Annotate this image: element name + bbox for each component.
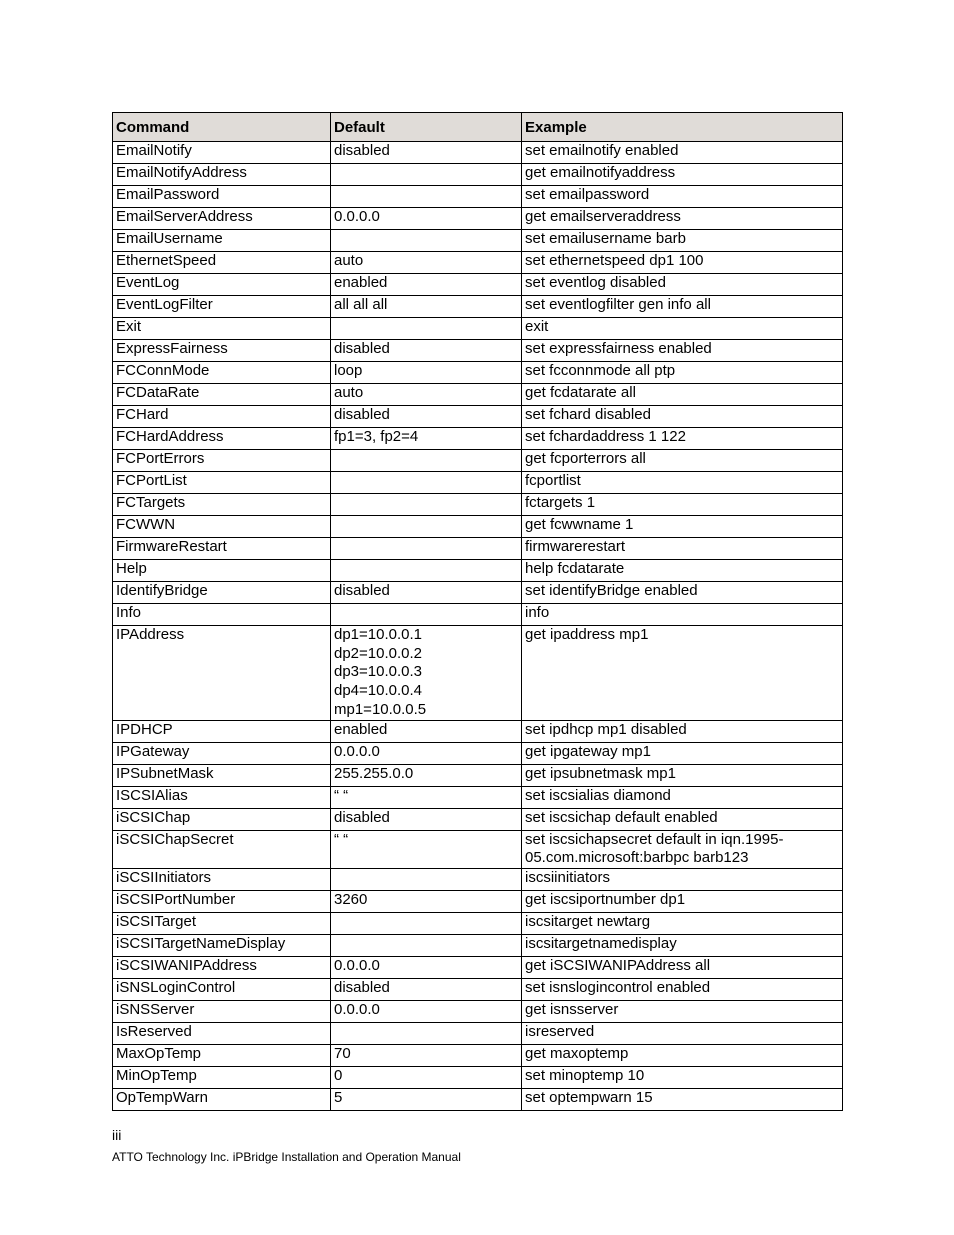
- table-row: [113, 252, 843, 274]
- command-cell: IPDHCP: [113, 720, 331, 742]
- table-row: [113, 868, 843, 890]
- table-row: [113, 912, 843, 934]
- command-cell: EmailPassword: [113, 186, 331, 208]
- header-default: Default: [331, 113, 522, 142]
- example-cell: get emailnotifyaddress: [522, 164, 843, 186]
- example-cell: set iscsichap default enabled: [522, 808, 843, 830]
- example-cell: get fcporterrors all: [522, 450, 843, 472]
- table-row: [113, 1066, 843, 1088]
- default-cell: [331, 318, 522, 340]
- example-cell: get fcwwname 1: [522, 516, 843, 538]
- table-row: [113, 450, 843, 472]
- command-cell: MinOpTemp: [113, 1066, 331, 1088]
- header-example: Example: [522, 113, 843, 142]
- example-cell: set expressfairness enabled: [522, 340, 843, 362]
- example-cell: get ipgateway mp1: [522, 742, 843, 764]
- table-row: [113, 582, 843, 604]
- table-row: [113, 538, 843, 560]
- default-cell: [331, 604, 522, 626]
- example-cell: set eventlogfilter gen info all: [522, 296, 843, 318]
- default-cell: auto: [331, 384, 522, 406]
- table-row: [113, 516, 843, 538]
- default-cell: [331, 494, 522, 516]
- table-row: [113, 890, 843, 912]
- table-row: [113, 296, 843, 318]
- command-cell: FCTargets: [113, 494, 331, 516]
- command-cell: FCConnMode: [113, 362, 331, 384]
- table-row: [113, 1088, 843, 1110]
- default-cell: “ “: [331, 830, 522, 868]
- example-cell: get iSCSIWANIPAddress all: [522, 956, 843, 978]
- example-cell: help fcdatarate: [522, 560, 843, 582]
- example-cell: set isnslogincontrol enabled: [522, 978, 843, 1000]
- command-table: [112, 112, 843, 1111]
- default-cell: 0.0.0.0: [331, 742, 522, 764]
- table-row: [113, 428, 843, 450]
- footer-text: ATTO Technology Inc. iPBridge Installation and Operation Manual: [112, 1150, 461, 1164]
- command-cell: IsReserved: [113, 1022, 331, 1044]
- command-cell: FirmwareRestart: [113, 538, 331, 560]
- command-cell: iSNSLoginControl: [113, 978, 331, 1000]
- default-cell: 255.255.0.0: [331, 764, 522, 786]
- example-cell: get emailserveraddress: [522, 208, 843, 230]
- default-cell: fp1=3, fp2=4: [331, 428, 522, 450]
- default-cell: 0.0.0.0: [331, 956, 522, 978]
- table-row: [113, 978, 843, 1000]
- example-cell: set emailnotify enabled: [522, 142, 843, 164]
- table-row: [113, 934, 843, 956]
- default-cell: 0: [331, 1066, 522, 1088]
- example-cell: exit: [522, 318, 843, 340]
- example-cell: set ethernetspeed dp1 100: [522, 252, 843, 274]
- example-cell: set emailpassword: [522, 186, 843, 208]
- command-cell: iSCSITarget: [113, 912, 331, 934]
- default-cell: 70: [331, 1044, 522, 1066]
- command-cell: EmailUsername: [113, 230, 331, 252]
- command-cell: iSCSIInitiators: [113, 868, 331, 890]
- command-cell: ExpressFairness: [113, 340, 331, 362]
- default-cell: 0.0.0.0: [331, 208, 522, 230]
- default-cell: 3260: [331, 890, 522, 912]
- command-cell: Exit: [113, 318, 331, 340]
- table-row: [113, 1022, 843, 1044]
- table-row: [113, 362, 843, 384]
- example-cell: get ipsubnetmask mp1: [522, 764, 843, 786]
- table-row: [113, 1044, 843, 1066]
- command-cell: iSCSIChapSecret: [113, 830, 331, 868]
- example-cell: set fchard disabled: [522, 406, 843, 428]
- example-cell: firmwarerestart: [522, 538, 843, 560]
- table-body: [113, 142, 843, 1111]
- default-cell: [331, 868, 522, 890]
- table-row: [113, 340, 843, 362]
- example-cell: set identifyBridge enabled: [522, 582, 843, 604]
- table-row: [113, 786, 843, 808]
- header-command: Command: [113, 113, 331, 142]
- command-cell: IdentifyBridge: [113, 582, 331, 604]
- default-cell: [331, 912, 522, 934]
- command-cell: iSCSIWANIPAddress: [113, 956, 331, 978]
- default-cell: [331, 230, 522, 252]
- command-cell: Info: [113, 604, 331, 626]
- default-cell: disabled: [331, 808, 522, 830]
- default-cell: [331, 164, 522, 186]
- table-row: [113, 604, 843, 626]
- example-cell: set iscsialias diamond: [522, 786, 843, 808]
- default-cell: disabled: [331, 142, 522, 164]
- command-cell: EmailNotifyAddress: [113, 164, 331, 186]
- example-cell: set optempwarn 15: [522, 1088, 843, 1110]
- command-cell: EmailServerAddress: [113, 208, 331, 230]
- table-row: [113, 186, 843, 208]
- default-cell: [331, 1022, 522, 1044]
- table-row: [113, 164, 843, 186]
- table-row: [113, 956, 843, 978]
- example-cell: set minoptemp 10: [522, 1066, 843, 1088]
- example-cell: iscsiinitiators: [522, 868, 843, 890]
- default-cell: auto: [331, 252, 522, 274]
- table-row: [113, 274, 843, 296]
- example-cell: set eventlog disabled: [522, 274, 843, 296]
- command-cell: EventLogFilter: [113, 296, 331, 318]
- default-cell: dp1=10.0.0.1 dp2=10.0.0.2 dp3=10.0.0.3 dp4=10.0.0.4 mp1=10.0.0.5: [331, 626, 522, 721]
- table-row: [113, 808, 843, 830]
- command-cell: FCDataRate: [113, 384, 331, 406]
- command-cell: iSCSIPortNumber: [113, 890, 331, 912]
- default-cell: disabled: [331, 978, 522, 1000]
- table-row: [113, 208, 843, 230]
- table-row: [113, 142, 843, 164]
- default-cell: [331, 516, 522, 538]
- command-cell: IPAddress: [113, 626, 331, 721]
- example-cell: iscsitarget newtarg: [522, 912, 843, 934]
- table-row: [113, 384, 843, 406]
- example-cell: get maxoptemp: [522, 1044, 843, 1066]
- table-row: [113, 318, 843, 340]
- table-row: [113, 494, 843, 516]
- default-cell: [331, 472, 522, 494]
- default-cell: disabled: [331, 406, 522, 428]
- command-cell: FCPortList: [113, 472, 331, 494]
- table-row: [113, 742, 843, 764]
- example-cell: get ipaddress mp1: [522, 626, 843, 721]
- default-cell: “ “: [331, 786, 522, 808]
- table-row: [113, 406, 843, 428]
- command-cell: EventLog: [113, 274, 331, 296]
- default-cell: 5: [331, 1088, 522, 1110]
- command-cell: IPGateway: [113, 742, 331, 764]
- command-cell: IPSubnetMask: [113, 764, 331, 786]
- command-cell: FCHard: [113, 406, 331, 428]
- command-cell: FCWWN: [113, 516, 331, 538]
- command-cell: FCPortErrors: [113, 450, 331, 472]
- table-row: [113, 472, 843, 494]
- example-cell: set fcconnmode all ptp: [522, 362, 843, 384]
- example-cell: set iscsichapsecret default in iqn.1995- 05.com.microsoft:barbpc barb123: [522, 830, 843, 868]
- default-cell: [331, 538, 522, 560]
- command-cell: EthernetSpeed: [113, 252, 331, 274]
- command-cell: iSCSIChap: [113, 808, 331, 830]
- example-cell: get isnsserver: [522, 1000, 843, 1022]
- table-header-row: [113, 113, 843, 142]
- example-cell: fctargets 1: [522, 494, 843, 516]
- example-cell: info: [522, 604, 843, 626]
- example-cell: get iscsiportnumber dp1: [522, 890, 843, 912]
- default-cell: disabled: [331, 340, 522, 362]
- default-cell: [331, 560, 522, 582]
- example-cell: isreserved: [522, 1022, 843, 1044]
- example-cell: set emailusername barb: [522, 230, 843, 252]
- page-number: iii: [112, 1127, 122, 1143]
- command-cell: iSCSITargetNameDisplay: [113, 934, 331, 956]
- default-cell: loop: [331, 362, 522, 384]
- default-cell: [331, 934, 522, 956]
- table-row: [113, 560, 843, 582]
- example-cell: get fcdatarate all: [522, 384, 843, 406]
- example-cell: iscsitargetnamedisplay: [522, 934, 843, 956]
- command-cell: iSNSServer: [113, 1000, 331, 1022]
- table-row: [113, 230, 843, 252]
- table-row: [113, 764, 843, 786]
- default-cell: enabled: [331, 720, 522, 742]
- example-cell: set fchardaddress 1 122: [522, 428, 843, 450]
- example-cell: set ipdhcp mp1 disabled: [522, 720, 843, 742]
- command-cell: ISCSIAlias: [113, 786, 331, 808]
- default-cell: enabled: [331, 274, 522, 296]
- table-row: [113, 830, 843, 868]
- command-cell: FCHardAddress: [113, 428, 331, 450]
- default-cell: disabled: [331, 582, 522, 604]
- table-row: [113, 720, 843, 742]
- command-cell: Help: [113, 560, 331, 582]
- command-cell: EmailNotify: [113, 142, 331, 164]
- default-cell: 0.0.0.0: [331, 1000, 522, 1022]
- command-cell: OpTempWarn: [113, 1088, 331, 1110]
- example-cell: fcportlist: [522, 472, 843, 494]
- default-cell: [331, 450, 522, 472]
- table-row: [113, 1000, 843, 1022]
- default-cell: all all all: [331, 296, 522, 318]
- default-cell: [331, 186, 522, 208]
- command-cell: MaxOpTemp: [113, 1044, 331, 1066]
- table-row: [113, 626, 843, 721]
